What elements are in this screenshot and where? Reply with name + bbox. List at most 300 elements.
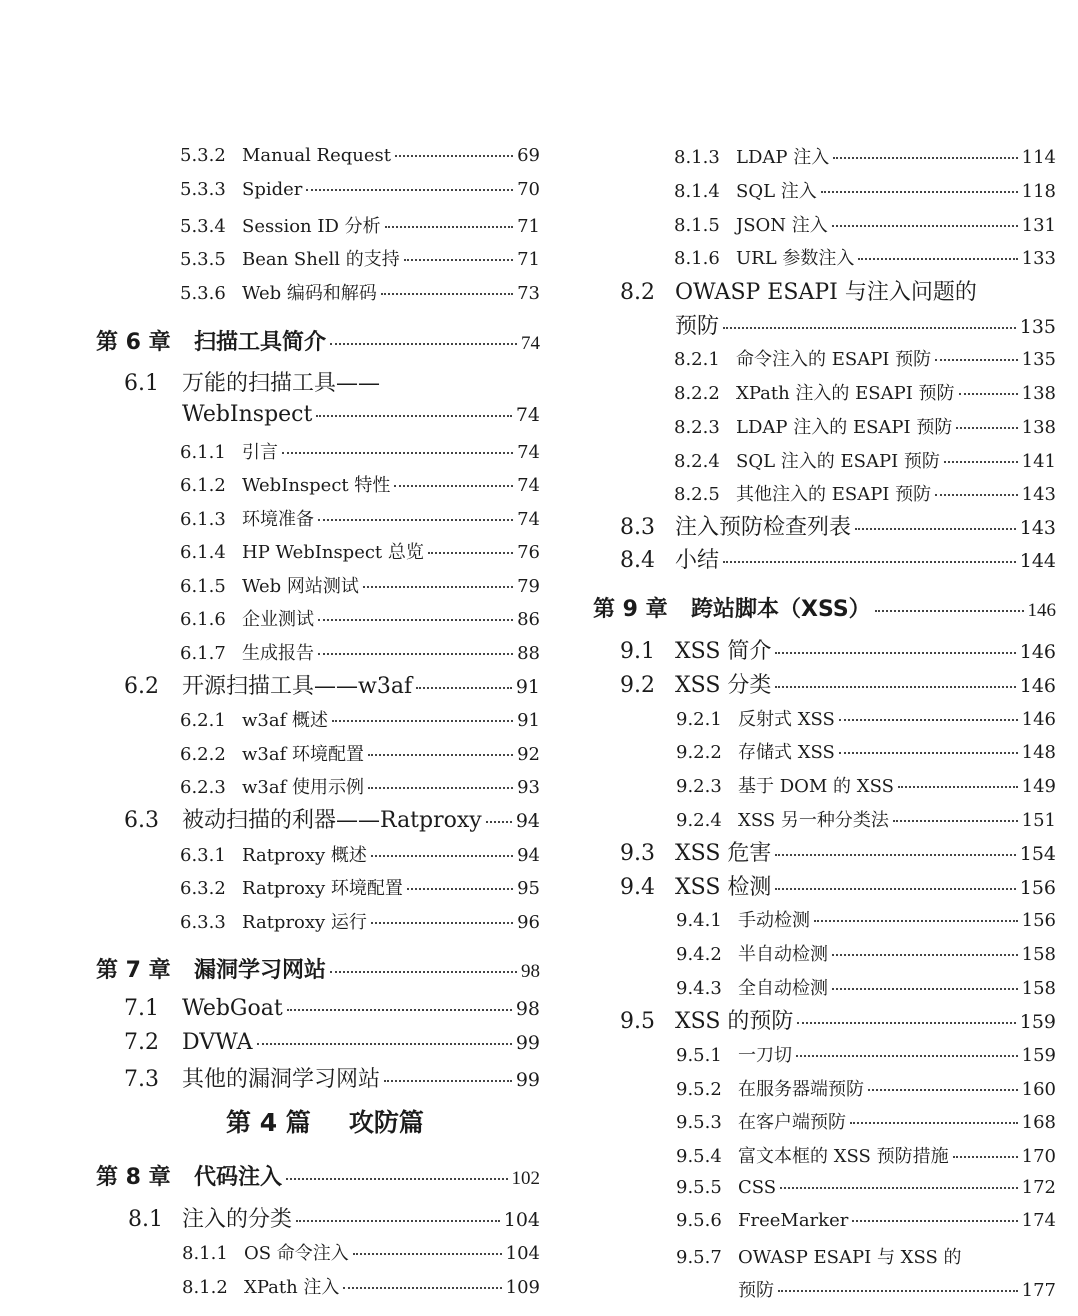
entry-page: 149 xyxy=(1021,776,1056,797)
entry-title: 在服务器端预防 xyxy=(738,1079,864,1100)
leader-dots xyxy=(778,1290,1018,1292)
leader-dots xyxy=(296,1220,500,1222)
leader-dots xyxy=(796,1055,1018,1057)
entry-number: 5.3.3 xyxy=(180,179,226,200)
entry-title: 命令注入的 ESAPI 预防 xyxy=(736,349,932,370)
entry-number: 6.1.6 xyxy=(180,609,226,630)
leader-dots xyxy=(935,494,1018,496)
entry-number: 6.1.1 xyxy=(180,442,226,463)
toc-entry-8-2-1 xyxy=(674,345,1056,371)
entry-page: 156 xyxy=(1021,910,1056,931)
entry-title: Ratproxy 运行 xyxy=(242,912,367,933)
entry-page: 148 xyxy=(1021,742,1056,763)
entry-number: 9.5.1 xyxy=(676,1045,722,1066)
leader-dots xyxy=(486,821,512,823)
leader-dots xyxy=(780,1187,1018,1189)
leader-dots xyxy=(850,1122,1018,1124)
entry-title: WebInspect 特性 xyxy=(242,475,391,496)
entry-title: XPath 注入 xyxy=(244,1277,340,1298)
entry-page: 158 xyxy=(1021,978,1056,999)
leader-dots xyxy=(407,888,513,890)
entry-number: 8.2.1 xyxy=(674,349,720,370)
toc-entry-9-2-4 xyxy=(676,806,1056,832)
toc-section-8-4 xyxy=(620,543,1056,574)
leader-dots xyxy=(332,720,513,722)
entry-title: 反射式 XSS xyxy=(738,709,835,730)
entry-number: 9.5.6 xyxy=(676,1210,722,1231)
entry-title: OWASP ESAPI 与 XSS 的 xyxy=(738,1247,962,1268)
section-page: 159 xyxy=(1019,1011,1056,1033)
entry-page: 151 xyxy=(1021,810,1056,831)
entry-page: 74 xyxy=(517,442,540,463)
section-title: 万能的扫描工具—— xyxy=(182,371,381,396)
toc-entry-8-1-5 xyxy=(674,211,1056,237)
section-number: 8.1 xyxy=(128,1207,163,1232)
entry-page: 71 xyxy=(517,216,540,237)
toc-chapter-7 xyxy=(96,953,540,984)
entry-number: 6.1.5 xyxy=(180,576,226,597)
leader-dots xyxy=(875,610,1024,612)
leader-dots xyxy=(797,1022,1015,1024)
leader-dots xyxy=(381,293,513,295)
entry-page: 71 xyxy=(517,249,540,270)
part-label: 第 4 篇 xyxy=(226,1108,311,1137)
entry-page: 158 xyxy=(1021,944,1056,965)
section-number: 6.2 xyxy=(124,674,159,699)
toc-entry-8-2-4 xyxy=(674,447,1056,473)
section-title: XSS 简介 xyxy=(675,639,772,664)
toc-section-8-2-continued xyxy=(675,309,1056,340)
section-number: 9.4 xyxy=(620,875,655,900)
section-page: 135 xyxy=(1019,316,1056,338)
entry-title: 基于 DOM 的 XSS xyxy=(738,776,894,797)
entry-number: 9.5.5 xyxy=(676,1177,722,1198)
entry-number: 6.2.1 xyxy=(180,710,226,731)
leader-dots xyxy=(839,752,1018,754)
entry-number: 9.4.1 xyxy=(676,910,722,931)
entry-title: w3af 环境配置 xyxy=(242,744,364,765)
section-page: 94 xyxy=(515,810,540,832)
entry-page: 70 xyxy=(517,179,540,200)
entry-number: 5.3.2 xyxy=(180,145,226,166)
section-number: 9.2 xyxy=(620,673,655,698)
entry-page: 104 xyxy=(505,1243,540,1264)
entry-title: w3af 概述 xyxy=(242,710,328,731)
entry-title: FreeMarker xyxy=(738,1210,849,1231)
entry-title: JSON 注入 xyxy=(736,215,828,236)
leader-dots xyxy=(282,452,513,454)
leader-dots xyxy=(775,652,1015,654)
toc-chapter-6 xyxy=(96,325,540,356)
entry-title: LDAP 注入 xyxy=(736,147,830,168)
toc-entry-9-2-2 xyxy=(676,738,1056,764)
toc-entry-9-4-1 xyxy=(676,906,1056,932)
entry-page: 95 xyxy=(517,878,540,899)
entry-title: XPath 注入的 ESAPI 预防 xyxy=(736,383,955,404)
entry-page: 172 xyxy=(1021,1177,1056,1198)
section-number: 8.2 xyxy=(620,280,655,305)
entry-title: 企业测试 xyxy=(242,609,314,630)
entry-page: 159 xyxy=(1021,1045,1056,1066)
leader-dots xyxy=(353,1253,502,1255)
leader-dots xyxy=(839,719,1018,721)
entry-number: 8.2.2 xyxy=(674,383,720,404)
toc-entry-8-2-5 xyxy=(674,480,1056,506)
entry-page: 141 xyxy=(1021,451,1056,472)
leader-dots xyxy=(821,191,1018,193)
toc-entry-9-5-2 xyxy=(676,1075,1056,1101)
toc-entry-6-3-1 xyxy=(180,841,540,867)
section-title-continued: 预防 xyxy=(675,314,720,339)
toc-section-8-3 xyxy=(620,510,1056,541)
entry-number: 6.3.2 xyxy=(180,878,226,899)
entry-page: 131 xyxy=(1021,215,1056,236)
section-title: XSS 的预防 xyxy=(675,1009,794,1034)
entry-title: 环境准备 xyxy=(242,509,314,530)
leader-dots xyxy=(893,820,1018,822)
entry-page: 133 xyxy=(1021,248,1056,269)
section-number: 7.1 xyxy=(124,996,159,1021)
toc-entry-9-2-1 xyxy=(676,705,1056,731)
toc-section-6-3 xyxy=(124,803,540,834)
entry-number: 8.1.4 xyxy=(674,181,720,202)
leader-dots xyxy=(868,1089,1018,1091)
entry-page: 76 xyxy=(517,542,540,563)
chapter-title: 漏洞学习网站 xyxy=(194,958,327,983)
toc-entry-8-1-6 xyxy=(674,244,1056,270)
entry-page: 114 xyxy=(1021,147,1056,168)
toc-section-9-3 xyxy=(620,836,1056,867)
entry-title: HP WebInspect 总览 xyxy=(242,542,424,563)
entry-page: 177 xyxy=(1021,1280,1056,1301)
toc-entry-6-2-3 xyxy=(180,773,540,799)
section-page: 156 xyxy=(1019,877,1056,899)
entry-title: OS 命令注入 xyxy=(244,1243,349,1264)
entry-page: 168 xyxy=(1021,1112,1056,1133)
entry-number: 6.3.1 xyxy=(180,845,226,866)
toc-section-7-3 xyxy=(124,1062,540,1093)
leader-dots xyxy=(935,359,1018,361)
entry-page: 79 xyxy=(517,576,540,597)
entry-title: LDAP 注入的 ESAPI 预防 xyxy=(736,417,953,438)
section-page: 104 xyxy=(503,1209,540,1231)
leader-dots xyxy=(394,485,513,487)
leader-dots xyxy=(775,854,1015,856)
entry-title: Web 网站测试 xyxy=(242,576,359,597)
entry-number: 8.1.3 xyxy=(674,147,720,168)
leader-dots xyxy=(852,1220,1017,1222)
toc-section-9-2 xyxy=(620,668,1056,699)
entry-title: 其他注入的 ESAPI 预防 xyxy=(736,484,932,505)
part-name: 攻防篇 xyxy=(348,1108,424,1137)
leader-dots xyxy=(330,343,517,345)
section-title: 被动扫描的利器——Ratproxy xyxy=(182,808,482,833)
leader-dots xyxy=(953,1156,1018,1158)
leader-dots xyxy=(363,586,513,588)
leader-dots xyxy=(855,528,1016,530)
section-page: 74 xyxy=(515,404,540,426)
toc-entry-6-1-5 xyxy=(180,572,540,598)
entry-number: 9.5.2 xyxy=(676,1079,722,1100)
section-title: 小结 xyxy=(675,548,720,573)
toc-entry-9-4-3 xyxy=(676,974,1056,1000)
section-title: WebGoat xyxy=(182,996,283,1021)
toc-entry-8-1-2 xyxy=(182,1273,540,1299)
leader-dots xyxy=(723,561,1016,563)
section-number: 8.3 xyxy=(620,515,655,540)
section-page: 98 xyxy=(515,998,540,1020)
section-number: 9.1 xyxy=(620,639,655,664)
section-title: DVWA xyxy=(182,1030,253,1055)
leader-dots xyxy=(257,1043,512,1045)
toc-section-6-1 xyxy=(124,366,540,397)
toc-section-7-1 xyxy=(124,996,540,1021)
entry-number: 8.1.2 xyxy=(182,1277,228,1298)
chapter-number: 第 6 章 xyxy=(96,330,171,355)
entry-number: 9.2.4 xyxy=(676,810,722,831)
entry-page: 146 xyxy=(1021,709,1056,730)
leader-dots xyxy=(428,552,513,554)
leader-dots xyxy=(286,1178,507,1180)
entry-title: Bean Shell 的支持 xyxy=(242,249,400,270)
entry-number: 8.1.6 xyxy=(674,248,720,269)
entry-title: Manual Request xyxy=(242,145,392,166)
section-page: 99 xyxy=(515,1032,540,1054)
toc-entry-6-1-7 xyxy=(180,639,540,665)
leader-dots xyxy=(833,157,1017,159)
leader-dots xyxy=(898,786,1018,788)
toc-entry-9-2-3 xyxy=(676,772,1056,798)
leader-dots xyxy=(318,619,513,621)
section-number: 6.3 xyxy=(124,808,159,833)
toc-section-9-1 xyxy=(620,634,1056,665)
section-number: 9.3 xyxy=(620,841,655,866)
section-page: 91 xyxy=(515,676,540,698)
entry-title: Web 编码和解码 xyxy=(242,283,377,304)
entry-number: 6.2.2 xyxy=(180,744,226,765)
toc-entry-6-3-3 xyxy=(180,908,540,934)
toc-section-6-2 xyxy=(124,669,540,700)
leader-dots xyxy=(316,415,511,417)
leader-dots xyxy=(318,519,513,521)
entry-page: 73 xyxy=(517,283,540,304)
leader-dots xyxy=(385,226,513,228)
entry-title: 手动检测 xyxy=(738,910,810,931)
section-number: 7.3 xyxy=(124,1067,159,1092)
section-title-continued: WebInspect xyxy=(182,402,313,427)
chapter-page: 146 xyxy=(1027,600,1056,621)
chapter-title: 扫描工具简介 xyxy=(194,330,327,355)
entry-page: 69 xyxy=(517,145,540,166)
toc-entry-9-5-4 xyxy=(676,1142,1056,1168)
toc-entry-8-2-2 xyxy=(674,379,1056,405)
entry-number: 9.4.3 xyxy=(676,978,722,999)
entry-number: 5.3.5 xyxy=(180,249,226,270)
toc-entry-9-5-7 xyxy=(676,1243,1056,1269)
entry-number: 6.1.4 xyxy=(180,542,226,563)
entry-page: 118 xyxy=(1021,181,1056,202)
entry-title: 在客户端预防 xyxy=(738,1112,846,1133)
entry-page: 94 xyxy=(517,845,540,866)
leader-dots xyxy=(384,1080,512,1082)
leader-dots xyxy=(318,653,513,655)
chapter-number: 第 8 章 xyxy=(96,1165,171,1190)
entry-page: 138 xyxy=(1021,417,1056,438)
section-title: 开源扫描工具——w3af xyxy=(182,674,413,699)
entry-title: 一刀切 xyxy=(738,1045,792,1066)
leader-dots xyxy=(956,427,1017,429)
toc-chapter-8 xyxy=(96,1160,540,1191)
toc-section-8-2 xyxy=(620,275,1056,306)
section-title: OWASP ESAPI 与注入问题的 xyxy=(675,280,977,305)
entry-number: 8.2.4 xyxy=(674,451,720,472)
toc-entry-9-5-7-continued xyxy=(738,1276,1056,1302)
leader-dots xyxy=(814,920,1018,922)
leader-dots xyxy=(395,155,513,157)
entry-page: 93 xyxy=(517,777,540,798)
entry-title: Ratproxy 概述 xyxy=(242,845,367,866)
chapter-title: 跨站脚本（XSS） xyxy=(691,597,871,622)
chapter-title: 代码注入 xyxy=(194,1165,283,1190)
entry-title: Session ID 分析 xyxy=(242,216,381,237)
leader-dots xyxy=(775,686,1015,688)
entry-title: 生成报告 xyxy=(242,643,314,664)
toc-entry-8-1-1 xyxy=(182,1239,540,1265)
entry-page: 74 xyxy=(517,475,540,496)
section-title: 注入预防检查列表 xyxy=(675,515,852,540)
section-page: 146 xyxy=(1019,675,1056,697)
entry-number: 9.5.3 xyxy=(676,1112,722,1133)
leader-dots xyxy=(832,988,1018,990)
leader-dots xyxy=(330,971,517,973)
entry-number: 6.1.2 xyxy=(180,475,226,496)
toc-section-7-2 xyxy=(124,1030,540,1055)
section-page: 146 xyxy=(1019,641,1056,663)
leader-dots xyxy=(306,189,513,191)
section-number: 8.4 xyxy=(620,548,655,573)
entry-page: 160 xyxy=(1021,1079,1056,1100)
section-title: XSS 分类 xyxy=(675,673,772,698)
entry-title: 引言 xyxy=(242,442,278,463)
toc-entry-8-1-3 xyxy=(674,143,1056,169)
toc-entry-9-5-5 xyxy=(676,1177,1056,1198)
toc-entry-9-5-1 xyxy=(676,1041,1056,1067)
chapter-number: 第 9 章 xyxy=(593,597,668,622)
section-page: 143 xyxy=(1019,517,1056,539)
entry-number: 8.1.5 xyxy=(674,215,720,236)
entry-number: 6.2.3 xyxy=(180,777,226,798)
entry-title: 富文本框的 XSS 预防措施 xyxy=(738,1146,949,1167)
toc-entry-8-1-4 xyxy=(674,177,1056,203)
entry-title: 全自动检测 xyxy=(738,978,828,999)
leader-dots xyxy=(416,687,512,689)
chapter-page: 74 xyxy=(521,333,540,354)
entry-page: 88 xyxy=(517,643,540,664)
toc-chapter-9 xyxy=(593,592,1056,623)
leader-dots xyxy=(368,787,513,789)
leader-dots xyxy=(371,922,513,924)
toc-entry-5-3-5 xyxy=(180,245,540,271)
chapter-number: 第 7 章 xyxy=(96,958,171,983)
section-number: 7.2 xyxy=(124,1030,159,1055)
leader-dots xyxy=(723,327,1016,329)
entry-number: 9.5.4 xyxy=(676,1146,722,1167)
toc-entry-6-1-3 xyxy=(180,505,540,531)
entry-page: 96 xyxy=(517,912,540,933)
entry-number: 9.2.2 xyxy=(676,742,722,763)
section-page: 144 xyxy=(1019,550,1056,572)
leader-dots xyxy=(368,754,513,756)
entry-number: 9.5.7 xyxy=(676,1247,722,1268)
section-number: 9.5 xyxy=(620,1009,655,1034)
entry-title: 半自动检测 xyxy=(738,944,828,965)
leader-dots xyxy=(832,954,1018,956)
entry-title-continued: 预防 xyxy=(738,1280,774,1301)
section-title: XSS 危害 xyxy=(675,841,772,866)
entry-page: 135 xyxy=(1021,349,1056,370)
section-page: 99 xyxy=(515,1069,540,1091)
entry-title: XSS 另一种分类法 xyxy=(738,810,889,831)
entry-number: 8.2.3 xyxy=(674,417,720,438)
entry-number: 6.3.3 xyxy=(180,912,226,933)
entry-page: 174 xyxy=(1021,1210,1056,1231)
toc-entry-5-3-2 xyxy=(180,145,540,166)
entry-title: w3af 使用示例 xyxy=(242,777,364,798)
entry-number: 8.2.5 xyxy=(674,484,720,505)
leader-dots xyxy=(832,225,1018,227)
entry-title: 存储式 XSS xyxy=(738,742,835,763)
entry-page: 92 xyxy=(517,744,540,765)
entry-number: 9.4.2 xyxy=(676,944,722,965)
chapter-page: 98 xyxy=(521,961,540,982)
entry-title: Spider xyxy=(242,179,303,200)
toc-entry-6-3-2 xyxy=(180,874,540,900)
toc-section-6-1-continued xyxy=(182,402,540,427)
toc-entry-5-3-4 xyxy=(180,212,540,238)
entry-page: 170 xyxy=(1021,1146,1056,1167)
entry-number: 9.2.3 xyxy=(676,776,722,797)
leader-dots xyxy=(858,258,1017,260)
entry-page: 74 xyxy=(517,509,540,530)
toc-entry-6-2-1 xyxy=(180,706,540,732)
leader-dots xyxy=(404,259,513,261)
section-page: 154 xyxy=(1019,843,1056,865)
entry-page: 138 xyxy=(1021,383,1056,404)
toc-entry-6-1-4 xyxy=(180,538,540,564)
entry-title: URL 参数注入 xyxy=(736,248,855,269)
entry-title: Ratproxy 环境配置 xyxy=(242,878,403,899)
leader-dots xyxy=(959,393,1018,395)
toc-section-8-1 xyxy=(128,1202,540,1233)
toc-section-9-5 xyxy=(620,1004,1056,1035)
entry-page: 91 xyxy=(517,710,540,731)
entry-number: 8.1.1 xyxy=(182,1243,228,1264)
entry-title: SQL 注入的 ESAPI 预防 xyxy=(736,451,940,472)
toc-entry-5-3-3 xyxy=(180,179,540,200)
toc-entry-9-4-2 xyxy=(676,940,1056,966)
toc-entry-6-1-2 xyxy=(180,471,540,497)
entry-number: 6.1.3 xyxy=(180,509,226,530)
toc-entry-6-1-6 xyxy=(180,605,540,631)
entry-title: CSS xyxy=(738,1177,777,1198)
toc-section-9-4 xyxy=(620,870,1056,901)
toc-entry-6-2-2 xyxy=(180,740,540,766)
toc-entry-8-2-3 xyxy=(674,413,1056,439)
toc-entry-9-5-6 xyxy=(676,1210,1056,1231)
entry-title: SQL 注入 xyxy=(736,181,817,202)
entry-number: 5.3.6 xyxy=(180,283,226,304)
chapter-page: 102 xyxy=(511,1168,540,1189)
